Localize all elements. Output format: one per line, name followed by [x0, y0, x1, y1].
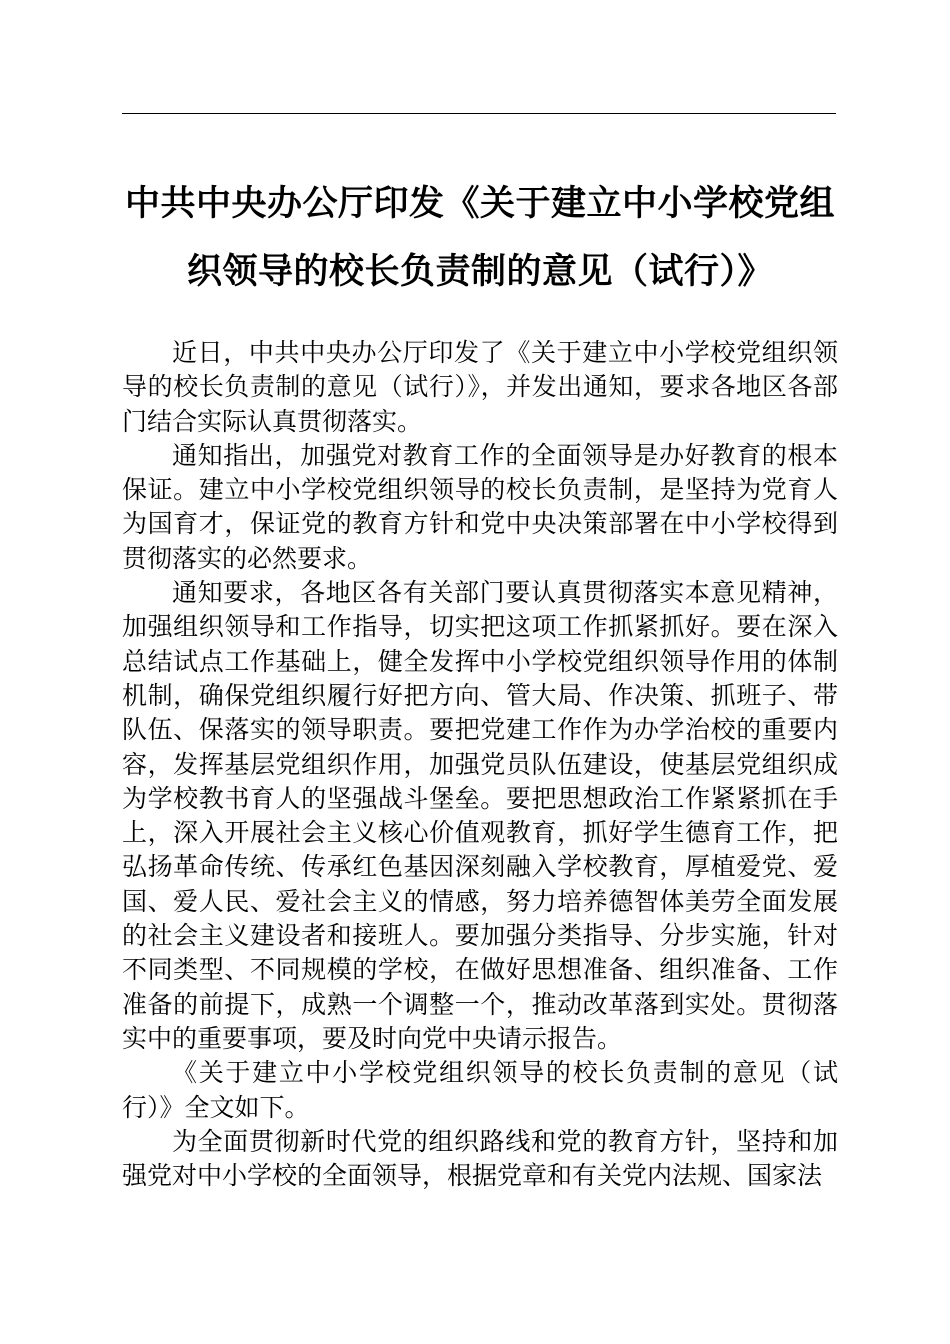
title-line-2: 织领导的校长负责制的意见（试行）》: [186, 252, 773, 292]
paragraph-2: 通知指出，加强党对教育工作的全面领导是办好教育的根本保证。建立中小学校党组织领导的校长负责制，是坚持为党育人为国育才，保证党的教育方针和党中央决策部署在中小学校得到贯彻落实的必然要求。: [122, 440, 838, 573]
paragraph-3: 通知要求，各地区各有关部门要认真贯彻落实本意见精神，加强组织领导和工作指导，切实把这项工作抓紧抓好。要在深入总结试点工作基础上，健全发挥中小学校党组织领导作用的体制机制，确保党组织履行好把方向、管大局、作决策、抓班子、带队伍、保落实的领导职责。要把党建工作作为办学治校的重要内容，发挥基层党组织作用，加强党员队伍建设，使基层党组织成为学校教书育人的坚强战斗堡垒。要把思想政治工作紧紧抓在手上，深入开展社会主义核心价值观教育，抓好学生德育工作，把弘扬革命传统、传承红色基因深刻融入学校教育，厚植爱党、爱国、爱人民、爱社会主义的情感，努力培养德智体美劳全面发展的社会主义建设者和接班人。要加强分类指导、分步实施，针对不同类型、不同规模的学校，在做好思想准备、组织准备、工作准备的前提下，成熟一个调整一个，推动改革落到实处。贯彻落实中的重要事项，要及时向党中央请示报告。: [122, 578, 838, 1053]
paragraph-4: 《关于建立中小学校党组织领导的校长负责制的意见（试行）》全文如下。: [122, 1058, 838, 1122]
document-title: [110, 170, 850, 306]
paragraph-5: 为全面贯彻新时代党的组织路线和党的教育方针，坚持和加强党对中小学校的全面领导，根据党章和有关党内法规、国家法: [122, 1126, 838, 1191]
paragraph-1: 近日，中共中央办公厅印发了《关于建立中小学校党组织领导的校长负责制的意见（试行）》，并发出通知，要求各地区各部门结合实际认真贯彻落实。: [122, 338, 838, 436]
header-rule: [122, 113, 836, 114]
document-body: [122, 336, 838, 1193]
title-line-1: 中共中央办公厅印发《关于建立中小学校党组: [124, 184, 835, 224]
